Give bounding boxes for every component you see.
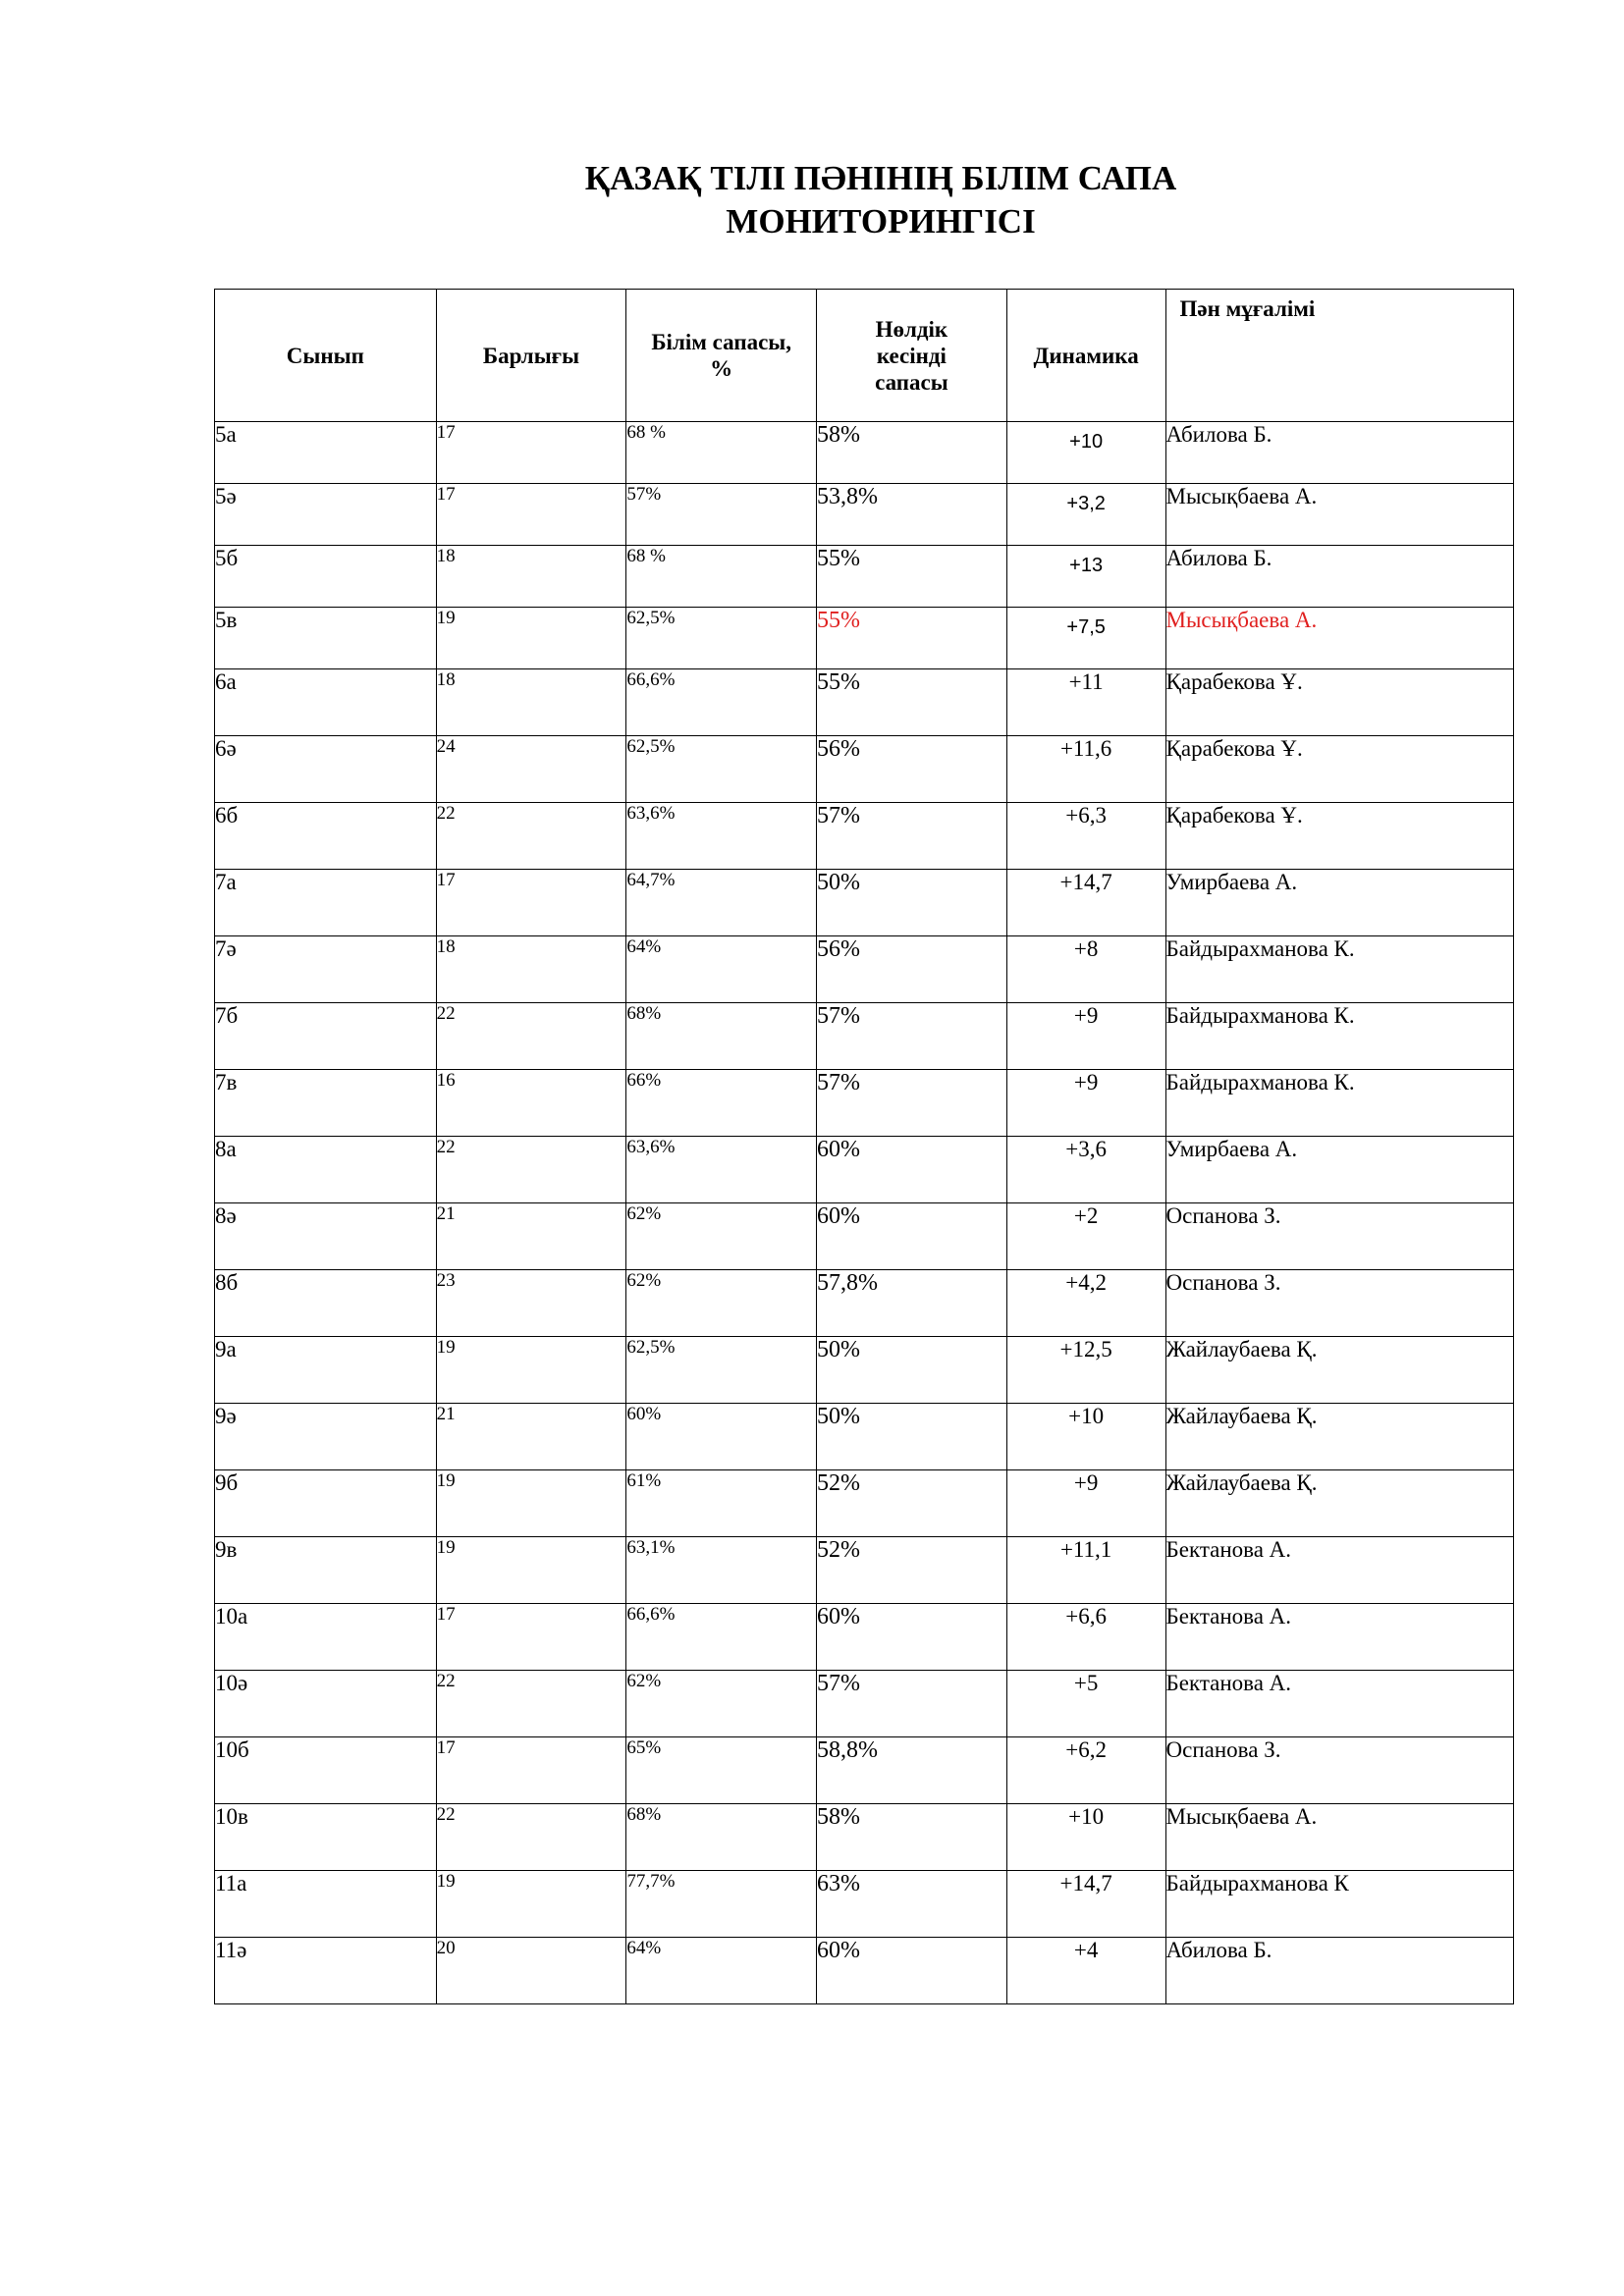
table-row [215, 870, 1514, 936]
cell-dynamics: +8 [1006, 936, 1165, 1003]
cell-dynamics: +4,2 [1006, 1270, 1165, 1337]
header-teacher: Пән мұғалімі [1165, 290, 1513, 422]
cell-total: 19 [436, 1337, 626, 1404]
cell-quality: 61% [626, 1470, 817, 1537]
cell-total: 22 [436, 1671, 626, 1737]
cell-class: 7б [215, 1003, 437, 1070]
cell-teacher: Умирбаева А. [1165, 1137, 1513, 1203]
cell-zero-quality: 63% [817, 1871, 1007, 1938]
table-row [215, 1270, 1514, 1337]
cell-class: 8б [215, 1270, 437, 1337]
cell-zero-quality: 52% [817, 1537, 1007, 1604]
cell-zero-quality: 57% [817, 1070, 1007, 1137]
cell-total: 18 [436, 669, 626, 736]
cell-class: 9ә [215, 1404, 437, 1470]
header-dynamics: Динамика [1006, 290, 1165, 422]
cell-total: 19 [436, 608, 626, 669]
table-row [215, 1737, 1514, 1804]
cell-class: 6б [215, 803, 437, 870]
title-line-1: ҚАЗАҚ ТІЛІ ПӘНІНІҢ БІЛІМ САПА [584, 159, 1177, 197]
cell-teacher: Байдырахманова К. [1165, 1003, 1513, 1070]
cell-class: 5б [215, 546, 437, 608]
header-total: Барлығы [436, 290, 626, 422]
cell-zero-quality: 50% [817, 1404, 1007, 1470]
cell-zero-quality: 58% [817, 1804, 1007, 1871]
cell-dynamics: +13 [1006, 546, 1165, 608]
cell-teacher: Қарабекова Ұ. [1165, 736, 1513, 803]
cell-dynamics: +12,5 [1006, 1337, 1165, 1404]
table-row [215, 1003, 1514, 1070]
cell-quality: 57% [626, 484, 817, 546]
cell-dynamics: +4 [1006, 1938, 1165, 2004]
cell-teacher: Абилова Б. [1165, 422, 1513, 484]
cell-total: 17 [436, 484, 626, 546]
cell-teacher: Байдырахманова К [1165, 1871, 1513, 1938]
cell-quality: 62,5% [626, 1337, 817, 1404]
cell-zero-quality: 58% [817, 422, 1007, 484]
cell-teacher: Бектанова А. [1165, 1604, 1513, 1671]
cell-total: 23 [436, 1270, 626, 1337]
table-row [215, 936, 1514, 1003]
cell-total: 17 [436, 422, 626, 484]
cell-quality: 68% [626, 1003, 817, 1070]
cell-teacher: Байдырахманова К. [1165, 1070, 1513, 1137]
cell-class: 6ә [215, 736, 437, 803]
cell-zero-quality: 60% [817, 1938, 1007, 2004]
cell-class: 10а [215, 1604, 437, 1671]
table-row [215, 484, 1514, 546]
cell-teacher: Оспанова З. [1165, 1270, 1513, 1337]
cell-total: 21 [436, 1404, 626, 1470]
cell-dynamics: +10 [1006, 1404, 1165, 1470]
cell-class: 5в [215, 608, 437, 669]
cell-dynamics: +3,2 [1006, 484, 1165, 546]
cell-class: 7в [215, 1070, 437, 1137]
cell-quality: 66,6% [626, 1604, 817, 1671]
header-quality: Білім сапасы, % [626, 290, 817, 422]
header-row [215, 290, 1514, 422]
cell-class: 5ә [215, 484, 437, 546]
cell-total: 22 [436, 1804, 626, 1871]
table-row [215, 1671, 1514, 1737]
cell-zero-quality: 55% [817, 608, 1007, 669]
table-row [215, 546, 1514, 608]
cell-quality: 68 % [626, 422, 817, 484]
cell-total: 16 [436, 1070, 626, 1137]
cell-quality: 62% [626, 1270, 817, 1337]
cell-teacher: Абилова Б. [1165, 546, 1513, 608]
cell-dynamics: +11,6 [1006, 736, 1165, 803]
cell-class: 11ә [215, 1938, 437, 2004]
cell-dynamics: +9 [1006, 1470, 1165, 1537]
cell-total: 22 [436, 1137, 626, 1203]
cell-zero-quality: 52% [817, 1470, 1007, 1537]
cell-teacher: Бектанова А. [1165, 1537, 1513, 1604]
table-row [215, 1470, 1514, 1537]
cell-zero-quality: 57% [817, 803, 1007, 870]
cell-dynamics: +9 [1006, 1070, 1165, 1137]
cell-class: 10ә [215, 1671, 437, 1737]
cell-zero-quality: 60% [817, 1137, 1007, 1203]
cell-quality: 68% [626, 1804, 817, 1871]
cell-total: 19 [436, 1537, 626, 1604]
cell-class: 10в [215, 1804, 437, 1871]
cell-quality: 62% [626, 1203, 817, 1270]
cell-class: 10б [215, 1737, 437, 1804]
cell-teacher: Мысықбаева А. [1165, 608, 1513, 669]
cell-quality: 62% [626, 1671, 817, 1737]
cell-dynamics: +6,6 [1006, 1604, 1165, 1671]
table-row [215, 608, 1514, 669]
cell-dynamics: +14,7 [1006, 870, 1165, 936]
cell-zero-quality: 56% [817, 936, 1007, 1003]
cell-teacher: Жайлаубаева Қ. [1165, 1337, 1513, 1404]
cell-class: 7ә [215, 936, 437, 1003]
cell-dynamics: +10 [1006, 422, 1165, 484]
cell-quality: 63,1% [626, 1537, 817, 1604]
cell-zero-quality: 57% [817, 1003, 1007, 1070]
cell-quality: 77,7% [626, 1871, 817, 1938]
cell-teacher: Қарабекова Ұ. [1165, 669, 1513, 736]
cell-total: 22 [436, 1003, 626, 1070]
cell-zero-quality: 50% [817, 870, 1007, 936]
cell-class: 11а [215, 1871, 437, 1938]
table-row [215, 1337, 1514, 1404]
cell-teacher: Мысықбаева А. [1165, 484, 1513, 546]
cell-teacher: Байдырахманова К. [1165, 936, 1513, 1003]
cell-quality: 64,7% [626, 870, 817, 936]
table-row [215, 1871, 1514, 1938]
table-row [215, 736, 1514, 803]
cell-class: 9в [215, 1537, 437, 1604]
header-zero-quality: Нөлдік кесінді сапасы [817, 290, 1007, 422]
cell-quality: 60% [626, 1404, 817, 1470]
cell-teacher: Оспанова З. [1165, 1203, 1513, 1270]
cell-dynamics: +11 [1006, 669, 1165, 736]
cell-teacher: Қарабекова Ұ. [1165, 803, 1513, 870]
cell-zero-quality: 60% [817, 1604, 1007, 1671]
table-row [215, 803, 1514, 870]
cell-zero-quality: 56% [817, 736, 1007, 803]
cell-teacher: Жайлаубаева Қ. [1165, 1470, 1513, 1537]
table-row [215, 1604, 1514, 1671]
cell-class: 8ә [215, 1203, 437, 1270]
cell-dynamics: +3,6 [1006, 1137, 1165, 1203]
table-row [215, 1137, 1514, 1203]
cell-class: 7а [215, 870, 437, 936]
cell-dynamics: +6,2 [1006, 1737, 1165, 1804]
table-body [215, 422, 1514, 2004]
cell-zero-quality: 55% [817, 546, 1007, 608]
cell-total: 18 [436, 936, 626, 1003]
cell-class: 9а [215, 1337, 437, 1404]
cell-teacher: Оспанова З. [1165, 1737, 1513, 1804]
table-header [215, 290, 1514, 422]
table-row [215, 422, 1514, 484]
cell-teacher: Абилова Б. [1165, 1938, 1513, 2004]
cell-class: 9б [215, 1470, 437, 1537]
cell-dynamics: +10 [1006, 1804, 1165, 1871]
cell-total: 17 [436, 1737, 626, 1804]
monitoring-table [214, 289, 1514, 2004]
cell-class: 5а [215, 422, 437, 484]
cell-teacher: Мысықбаева А. [1165, 1804, 1513, 1871]
table-row [215, 1938, 1514, 2004]
cell-total: 19 [436, 1470, 626, 1537]
cell-quality: 66% [626, 1070, 817, 1137]
title-line-2: МОНИТОРИНГІСІ [726, 202, 1036, 240]
cell-dynamics: +2 [1006, 1203, 1165, 1270]
cell-zero-quality: 57% [817, 1671, 1007, 1737]
cell-class: 6а [215, 669, 437, 736]
cell-teacher: Бектанова А. [1165, 1671, 1513, 1737]
cell-quality: 64% [626, 936, 817, 1003]
cell-zero-quality: 55% [817, 669, 1007, 736]
cell-quality: 63,6% [626, 1137, 817, 1203]
cell-dynamics: +14,7 [1006, 1871, 1165, 1938]
table-row [215, 1804, 1514, 1871]
cell-total: 18 [436, 546, 626, 608]
cell-total: 19 [436, 1871, 626, 1938]
cell-quality: 63,6% [626, 803, 817, 870]
cell-total: 20 [436, 1938, 626, 2004]
cell-quality: 62,5% [626, 608, 817, 669]
cell-zero-quality: 50% [817, 1337, 1007, 1404]
cell-teacher: Жайлаубаева Қ. [1165, 1404, 1513, 1470]
cell-dynamics: +6,3 [1006, 803, 1165, 870]
cell-dynamics: +9 [1006, 1003, 1165, 1070]
cell-zero-quality: 58,8% [817, 1737, 1007, 1804]
cell-total: 22 [436, 803, 626, 870]
table-row [215, 1070, 1514, 1137]
cell-quality: 68 % [626, 546, 817, 608]
cell-total: 17 [436, 870, 626, 936]
cell-total: 21 [436, 1203, 626, 1270]
cell-zero-quality: 53,8% [817, 484, 1007, 546]
cell-quality: 66,6% [626, 669, 817, 736]
cell-dynamics: +11,1 [1006, 1537, 1165, 1604]
cell-teacher: Умирбаева А. [1165, 870, 1513, 936]
table-row [215, 1537, 1514, 1604]
cell-zero-quality: 60% [817, 1203, 1007, 1270]
table-row [215, 1203, 1514, 1270]
cell-dynamics: +7,5 [1006, 608, 1165, 669]
table-row [215, 669, 1514, 736]
cell-total: 24 [436, 736, 626, 803]
cell-zero-quality: 57,8% [817, 1270, 1007, 1337]
page-title [0, 157, 1624, 243]
header-class: Сынып [215, 290, 437, 422]
cell-total: 17 [436, 1604, 626, 1671]
cell-quality: 62,5% [626, 736, 817, 803]
cell-quality: 65% [626, 1737, 817, 1804]
cell-dynamics: +5 [1006, 1671, 1165, 1737]
cell-quality: 64% [626, 1938, 817, 2004]
cell-class: 8а [215, 1137, 437, 1203]
table-row [215, 1404, 1514, 1470]
